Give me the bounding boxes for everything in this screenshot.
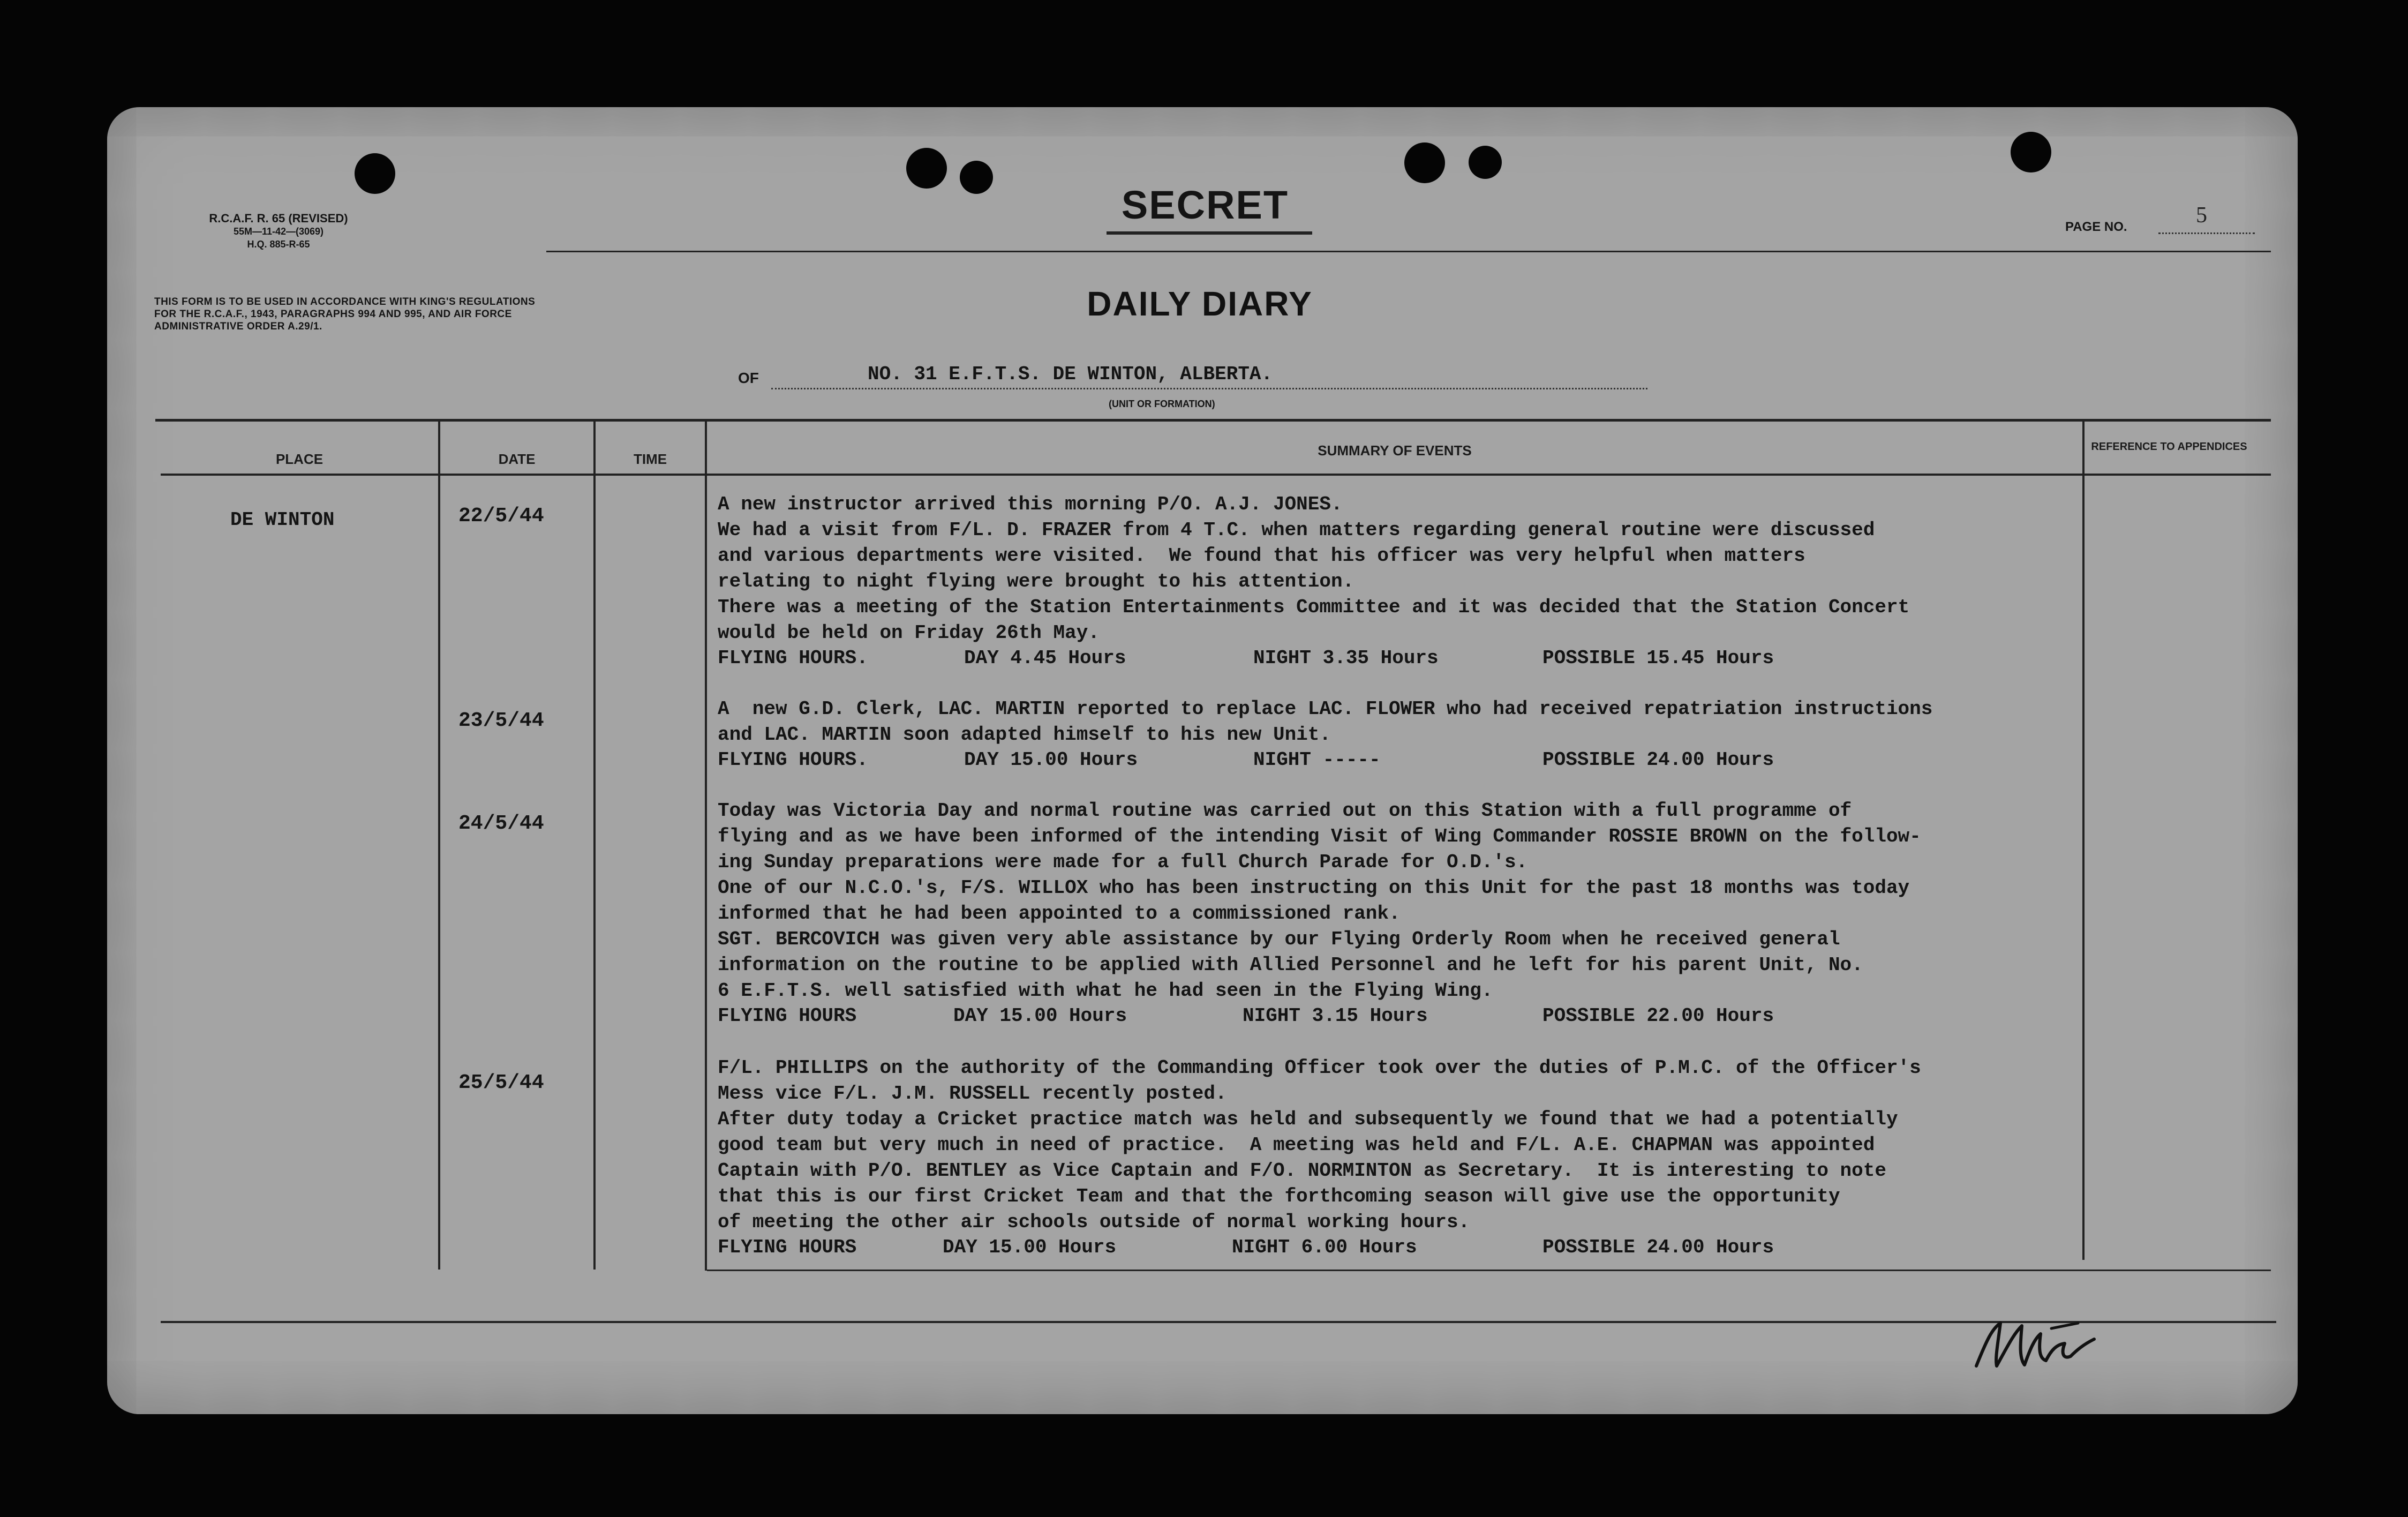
entry-date: 22/5/44 [458, 505, 544, 528]
entry-date: 25/5/44 [458, 1071, 544, 1094]
summary-line: good team but very much in need of practice. A meeting was held and F/L. A.E. CHAPMAN was appointed [718, 1134, 1875, 1156]
page-number: 5 [2196, 203, 2207, 228]
column-header-date: DATE [498, 451, 536, 467]
summary-line: ing Sunday preparations were made for a full Church Parade for O.D.'s. [718, 851, 1528, 873]
column-header-time: TIME [633, 451, 667, 467]
page-label: PAGE NO. [2065, 220, 2127, 234]
diary-page [107, 107, 2298, 1414]
summary-line: We had a visit from F/L. D. FRAZER from 4 T.C. when matters regarding general routine were discussed [718, 519, 1875, 541]
flying-hours-possible: POSSIBLE 24.00 Hours [1542, 1236, 1774, 1258]
flying-hours-possible: POSSIBLE 24.00 Hours [1542, 749, 1774, 771]
unit-name: NO. 31 E.F.T.S. DE WINTON, ALBERTA. [868, 363, 1273, 385]
summary-line: 6 E.F.T.S. well satisfied with what he had seen in the Flying Wing. [718, 980, 1493, 1002]
summary-line: informed that he had been appointed to a commissioned rank. [718, 903, 1401, 925]
summary-line: of meeting the other air schools outside of normal working hours. [718, 1211, 1470, 1233]
flying-hours-possible: POSSIBLE 22.00 Hours [1542, 1005, 1774, 1027]
punch-hole [1469, 146, 1502, 179]
flying-hours-label: FLYING HOURS [718, 1236, 857, 1258]
punch-hole [2011, 132, 2051, 172]
column-header-summary: SUMMARY OF EVENTS [1318, 442, 1472, 459]
entry-date: 24/5/44 [458, 812, 544, 835]
flying-hours-day: DAY 15.00 Hours [953, 1005, 1127, 1027]
table-bottom-rule [161, 1321, 2276, 1323]
summary-line: and various departments were visited. We found that his officer was very helpful when matters [718, 545, 1805, 567]
summary-line: Today was Victoria Day and normal routine was carried out on this Station with a full programme of [718, 800, 1852, 822]
summary-line: Captain with P/O. BENTLEY as Vice Captain and F/O. NORMINTON as Secretary. It is interesting to note [718, 1160, 1886, 1182]
page-number-dotline [2158, 232, 2255, 234]
page-title: DAILY DIARY [1087, 284, 1313, 323]
place-cell: DE WINTON [230, 509, 335, 531]
punch-hole [1404, 142, 1445, 183]
summary-line: After duty today a Cricket practice match was held and subsequently we found that we had a potentially [718, 1108, 1898, 1130]
summary-line: flying and as we have been informed of the intending Visit of Wing Commander ROSSIE BROWN on the follow- [718, 825, 1921, 847]
summary-line: Mess vice F/L. J.M. RUSSELL recently posted. [718, 1083, 1227, 1105]
unit-caption: (UNIT OR FORMATION) [1109, 399, 1215, 409]
classification-underline [1107, 231, 1312, 235]
summary-line: and LAC. MARTIN soon adapted himself to his new Unit. [718, 724, 1331, 746]
table-top-rule [155, 419, 2271, 422]
table-header-rule [161, 474, 2271, 476]
form-code-line: H.Q. 885-R-65 [247, 239, 310, 250]
summary-line: F/L. PHILLIPS on the authority of the Commanding Officer took over the duties of P.M.C. of the Officer's [718, 1057, 1921, 1079]
flying-hours-day: DAY 4.45 Hours [964, 647, 1126, 669]
entry-date: 23/5/44 [458, 709, 544, 732]
form-code [161, 212, 396, 251]
column-base-rule [707, 1270, 2271, 1271]
signature-mark [1971, 1307, 2105, 1382]
form-code-line: 55M—11-42—(3069) [233, 226, 324, 237]
flying-hours-label: FLYING HOURS [718, 1005, 857, 1027]
summary-line: that this is our first Cricket Team and that the forthcoming season will give use the opportunity [718, 1185, 1840, 1207]
flying-hours-day: DAY 15.00 Hours [964, 749, 1138, 771]
classification-stamp: SECRET [1121, 183, 1289, 227]
summary-line: relating to night flying were brought to his attention. [718, 570, 1354, 592]
punch-hole [906, 148, 947, 189]
flying-hours-night: NIGHT ----- [1253, 749, 1381, 771]
of-label: OF [738, 370, 759, 386]
punch-hole [960, 161, 993, 194]
punch-hole [355, 153, 395, 194]
summary-line: A new G.D. Clerk, LAC. MARTIN reported to replace LAC. FLOWER who had received repatriation instructions [718, 698, 1933, 720]
column-divider [2082, 419, 2085, 1260]
column-header-reference: REFERENCE TO APPENDICES [2091, 441, 2247, 453]
flying-hours-possible: POSSIBLE 15.45 Hours [1542, 647, 1774, 669]
header-rule [546, 251, 2271, 252]
summary-line: information on the routine to be applied with Allied Personnel and he left for his parent Unit, No. [718, 954, 1863, 976]
flying-hours-day: DAY 15.00 Hours [943, 1236, 1117, 1258]
unit-dotline [771, 388, 1647, 389]
summary-line: A new instructor arrived this morning P/O. A.J. JONES. [718, 493, 1343, 515]
column-divider [438, 419, 440, 1270]
column-divider [593, 419, 596, 1270]
flying-hours-night: NIGHT 6.00 Hours [1232, 1236, 1417, 1258]
summary-line: would be held on Friday 26th May. [718, 622, 1100, 644]
flying-hours-label: FLYING HOURS. [718, 647, 868, 669]
flying-hours-night: NIGHT 3.35 Hours [1253, 647, 1439, 669]
summary-line: SGT. BERCOVICH was given very able assistance by our Flying Orderly Room when he received general [718, 928, 1840, 950]
summary-line: There was a meeting of the Station Entertainments Committee and it was decided that the Station Concert [718, 596, 1910, 618]
form-code-line: R.C.A.F. R. 65 (REVISED) [209, 212, 348, 225]
column-header-place: PLACE [275, 451, 323, 467]
regulation-notice: THIS FORM IS TO BE USED IN ACCORDANCE WITH KING'S REGULATIONS FOR THE R.C.A.F., 1943, PARAGRAPHS 994 AND 995, AND AIR FORCE ADMINISTRATIVE ORDER A.29/1. [154, 296, 536, 332]
summary-line: One of our N.C.O.'s, F/S. WILLOX who has been instructing on this Unit for the past 18 months was today [718, 877, 1910, 899]
flying-hours-label: FLYING HOURS. [718, 749, 868, 771]
flying-hours-night: NIGHT 3.15 Hours [1243, 1005, 1428, 1027]
column-divider [705, 419, 707, 1271]
